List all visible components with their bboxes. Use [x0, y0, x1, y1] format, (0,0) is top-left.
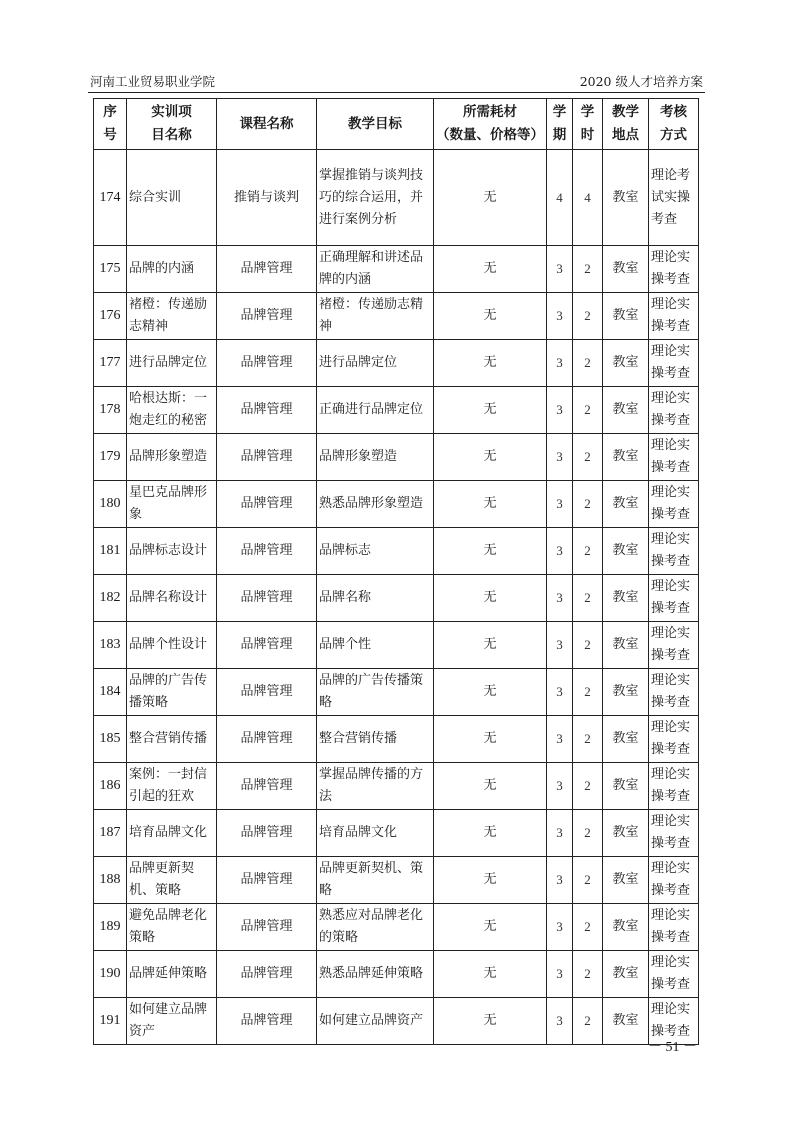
teaching-goal: 掌握品牌传播的方法: [317, 763, 434, 810]
semester: 3: [547, 763, 573, 810]
row-number: 190: [94, 951, 127, 998]
project-name: 案例：一封信引起的狂欢: [127, 763, 217, 810]
teaching-goal: 如何建立品牌资产: [317, 998, 434, 1045]
row-number: 174: [94, 150, 127, 246]
row-number: 177: [94, 340, 127, 387]
semester: 3: [547, 857, 573, 904]
materials: 无: [434, 857, 547, 904]
header-institution: 河南工业贸易职业学院: [90, 74, 216, 89]
row-number: 191: [94, 998, 127, 1045]
location: 教室: [603, 575, 649, 622]
assessment-method: 理论实操考查: [649, 951, 699, 998]
location: 教室: [603, 246, 649, 293]
hours: 2: [573, 763, 603, 810]
location: 教室: [603, 340, 649, 387]
materials: 无: [434, 669, 547, 716]
materials: 无: [434, 951, 547, 998]
semester: 3: [547, 340, 573, 387]
hours: 2: [573, 810, 603, 857]
row-number: 185: [94, 716, 127, 763]
assessment-method: 理论实操考查: [649, 293, 699, 340]
course-name: 品牌管理: [217, 763, 317, 810]
hours: 2: [573, 998, 603, 1045]
materials: 无: [434, 246, 547, 293]
location: 教室: [603, 904, 649, 951]
teaching-goal: 品牌个性: [317, 622, 434, 669]
teaching-goal: 品牌标志: [317, 528, 434, 575]
teaching-goal: 掌握推销与谈判技巧的综合运用，并进行案例分析: [317, 150, 434, 246]
course-name: 品牌管理: [217, 293, 317, 340]
project-name: 如何建立品牌资产: [127, 998, 217, 1045]
location: 教室: [603, 763, 649, 810]
col-header-semester: 学 期: [547, 99, 573, 150]
teaching-goal: 正确进行品牌定位: [317, 387, 434, 434]
course-name: 品牌管理: [217, 246, 317, 293]
project-name: 品牌名称设计: [127, 575, 217, 622]
col-header-hours: 学 时: [573, 99, 603, 150]
project-name: 品牌个性设计: [127, 622, 217, 669]
table-row: [94, 904, 699, 951]
materials: 无: [434, 340, 547, 387]
col-header-project-name: 实训项 目名称: [127, 99, 217, 150]
location: 教室: [603, 998, 649, 1045]
semester: 3: [547, 481, 573, 528]
assessment-method: 理论实操考查: [649, 763, 699, 810]
location: 教室: [603, 293, 649, 340]
row-number: 183: [94, 622, 127, 669]
course-name: 品牌管理: [217, 387, 317, 434]
project-name: 品牌的广告传播策略: [127, 669, 217, 716]
hours: 2: [573, 951, 603, 998]
assessment-method: 理论实操考查: [649, 575, 699, 622]
location: 教室: [603, 150, 649, 246]
materials: 无: [434, 575, 547, 622]
teaching-goal: 熟悉应对品牌老化的策略: [317, 904, 434, 951]
table-row: [94, 246, 699, 293]
table-row: [94, 763, 699, 810]
location: 教室: [603, 387, 649, 434]
row-number: 182: [94, 575, 127, 622]
location: 教室: [603, 434, 649, 481]
row-number: 188: [94, 857, 127, 904]
hours: 4: [573, 150, 603, 246]
table-row: [94, 150, 699, 246]
course-name: 品牌管理: [217, 951, 317, 998]
col-header-location: 教学 地点: [603, 99, 649, 150]
table-row: [94, 716, 699, 763]
table-body: [94, 150, 699, 1045]
assessment-method: 理论实操考查: [649, 434, 699, 481]
table-header-row: [94, 99, 699, 150]
table-row: [94, 528, 699, 575]
course-name: 品牌管理: [217, 340, 317, 387]
semester: 3: [547, 716, 573, 763]
semester: 3: [547, 528, 573, 575]
table-row: [94, 575, 699, 622]
assessment-method: 理论实操考查: [649, 810, 699, 857]
location: 教室: [603, 528, 649, 575]
assessment-method: 理论实操考查: [649, 998, 699, 1045]
table-row: [94, 951, 699, 998]
location: 教室: [603, 857, 649, 904]
assessment-method: 理论实操考查: [649, 716, 699, 763]
table-row: [94, 434, 699, 481]
hours: 2: [573, 387, 603, 434]
table-row: [94, 481, 699, 528]
teaching-goal: 褚橙：传递励志精神: [317, 293, 434, 340]
course-name: 品牌管理: [217, 716, 317, 763]
materials: 无: [434, 716, 547, 763]
teaching-goal: 整合营销传播: [317, 716, 434, 763]
materials: 无: [434, 434, 547, 481]
semester: 3: [547, 951, 573, 998]
hours: 2: [573, 340, 603, 387]
hours: 2: [573, 575, 603, 622]
col-header-materials: 所需耗材 （数量、价格等）: [434, 99, 547, 150]
location: 教室: [603, 951, 649, 998]
semester: 3: [547, 246, 573, 293]
course-name: 品牌管理: [217, 810, 317, 857]
assessment-method: 理论实操考查: [649, 481, 699, 528]
location: 教室: [603, 669, 649, 716]
course-name: 品牌管理: [217, 481, 317, 528]
col-header-assessment: 考核 方式: [649, 99, 699, 150]
semester: 3: [547, 810, 573, 857]
assessment-method: 理论考试实操考查: [649, 150, 699, 246]
row-number: 180: [94, 481, 127, 528]
project-name: 进行品牌定位: [127, 340, 217, 387]
hours: 2: [573, 904, 603, 951]
training-projects-table: [93, 98, 699, 1045]
teaching-goal: 正确理解和讲述品牌的内涵: [317, 246, 434, 293]
row-number: 189: [94, 904, 127, 951]
row-number: 184: [94, 669, 127, 716]
hours: 2: [573, 716, 603, 763]
hours: 2: [573, 857, 603, 904]
hours: 2: [573, 481, 603, 528]
teaching-goal: 品牌更新契机、策略: [317, 857, 434, 904]
materials: 无: [434, 528, 547, 575]
materials: 无: [434, 810, 547, 857]
table-row: [94, 810, 699, 857]
course-name: 品牌管理: [217, 575, 317, 622]
project-name: 品牌更新契机、策略: [127, 857, 217, 904]
col-header-goal: 教学目标: [317, 99, 434, 150]
course-name: 品牌管理: [217, 622, 317, 669]
table-row: [94, 340, 699, 387]
location: 教室: [603, 810, 649, 857]
course-name: 品牌管理: [217, 857, 317, 904]
course-name: 品牌管理: [217, 998, 317, 1045]
teaching-goal: 培育品牌文化: [317, 810, 434, 857]
col-header-no: 序 号: [94, 99, 127, 150]
project-name: 品牌标志设计: [127, 528, 217, 575]
materials: 无: [434, 763, 547, 810]
location: 教室: [603, 481, 649, 528]
teaching-goal: 品牌名称: [317, 575, 434, 622]
course-name: 品牌管理: [217, 669, 317, 716]
project-name: 培育品牌文化: [127, 810, 217, 857]
assessment-method: 理论实操考查: [649, 387, 699, 434]
row-number: 176: [94, 293, 127, 340]
row-number: 187: [94, 810, 127, 857]
hours: 2: [573, 528, 603, 575]
materials: 无: [434, 998, 547, 1045]
materials: 无: [434, 904, 547, 951]
teaching-goal: 进行品牌定位: [317, 340, 434, 387]
project-name: 品牌的内涵: [127, 246, 217, 293]
project-name: 褚橙：传递励志精神: [127, 293, 217, 340]
teaching-goal: 熟悉品牌形象塑造: [317, 481, 434, 528]
materials: 无: [434, 622, 547, 669]
table-row: [94, 669, 699, 716]
teaching-goal: 品牌形象塑造: [317, 434, 434, 481]
row-number: 175: [94, 246, 127, 293]
semester: 3: [547, 293, 573, 340]
row-number: 186: [94, 763, 127, 810]
table-row: [94, 998, 699, 1045]
hours: 2: [573, 246, 603, 293]
assessment-method: 理论实操考查: [649, 246, 699, 293]
materials: 无: [434, 293, 547, 340]
teaching-goal: 品牌的广告传播策略: [317, 669, 434, 716]
col-header-course: 课程名称: [217, 99, 317, 150]
semester: 3: [547, 998, 573, 1045]
materials: 无: [434, 150, 547, 246]
semester: 4: [547, 150, 573, 246]
assessment-method: 理论实操考查: [649, 528, 699, 575]
semester: 3: [547, 434, 573, 481]
semester: 3: [547, 622, 573, 669]
materials: 无: [434, 481, 547, 528]
hours: 2: [573, 622, 603, 669]
project-name: 哈根达斯：一炮走红的秘密: [127, 387, 217, 434]
project-name: 避免品牌老化策略: [127, 904, 217, 951]
table-row: [94, 293, 699, 340]
materials: 无: [434, 387, 547, 434]
project-name: 品牌形象塑造: [127, 434, 217, 481]
project-name: 综合实训: [127, 150, 217, 246]
project-name: 整合营销传播: [127, 716, 217, 763]
course-name: 品牌管理: [217, 528, 317, 575]
semester: 3: [547, 669, 573, 716]
location: 教室: [603, 622, 649, 669]
project-name: 品牌延伸策略: [127, 951, 217, 998]
page-header: [88, 70, 705, 93]
row-number: 179: [94, 434, 127, 481]
semester: 3: [547, 387, 573, 434]
row-number: 178: [94, 387, 127, 434]
table-row: [94, 857, 699, 904]
assessment-method: 理论实操考查: [649, 904, 699, 951]
assessment-method: 理论实操考查: [649, 857, 699, 904]
hours: 2: [573, 434, 603, 481]
location: 教室: [603, 716, 649, 763]
assessment-method: 理论实操考查: [649, 340, 699, 387]
course-name: 品牌管理: [217, 904, 317, 951]
row-number: 181: [94, 528, 127, 575]
table-row: [94, 622, 699, 669]
teaching-goal: 熟悉品牌延伸策略: [317, 951, 434, 998]
semester: 3: [547, 904, 573, 951]
header-doc-title: 2020 级人才培养方案: [579, 74, 703, 89]
course-name: 品牌管理: [217, 434, 317, 481]
hours: 2: [573, 669, 603, 716]
table-row: [94, 387, 699, 434]
course-name: 推销与谈判: [217, 150, 317, 246]
page-number: － 51 －: [648, 1040, 697, 1055]
assessment-method: 理论实操考查: [649, 669, 699, 716]
assessment-method: 理论实操考查: [649, 622, 699, 669]
hours: 2: [573, 293, 603, 340]
project-name: 星巴克品牌形象: [127, 481, 217, 528]
semester: 3: [547, 575, 573, 622]
